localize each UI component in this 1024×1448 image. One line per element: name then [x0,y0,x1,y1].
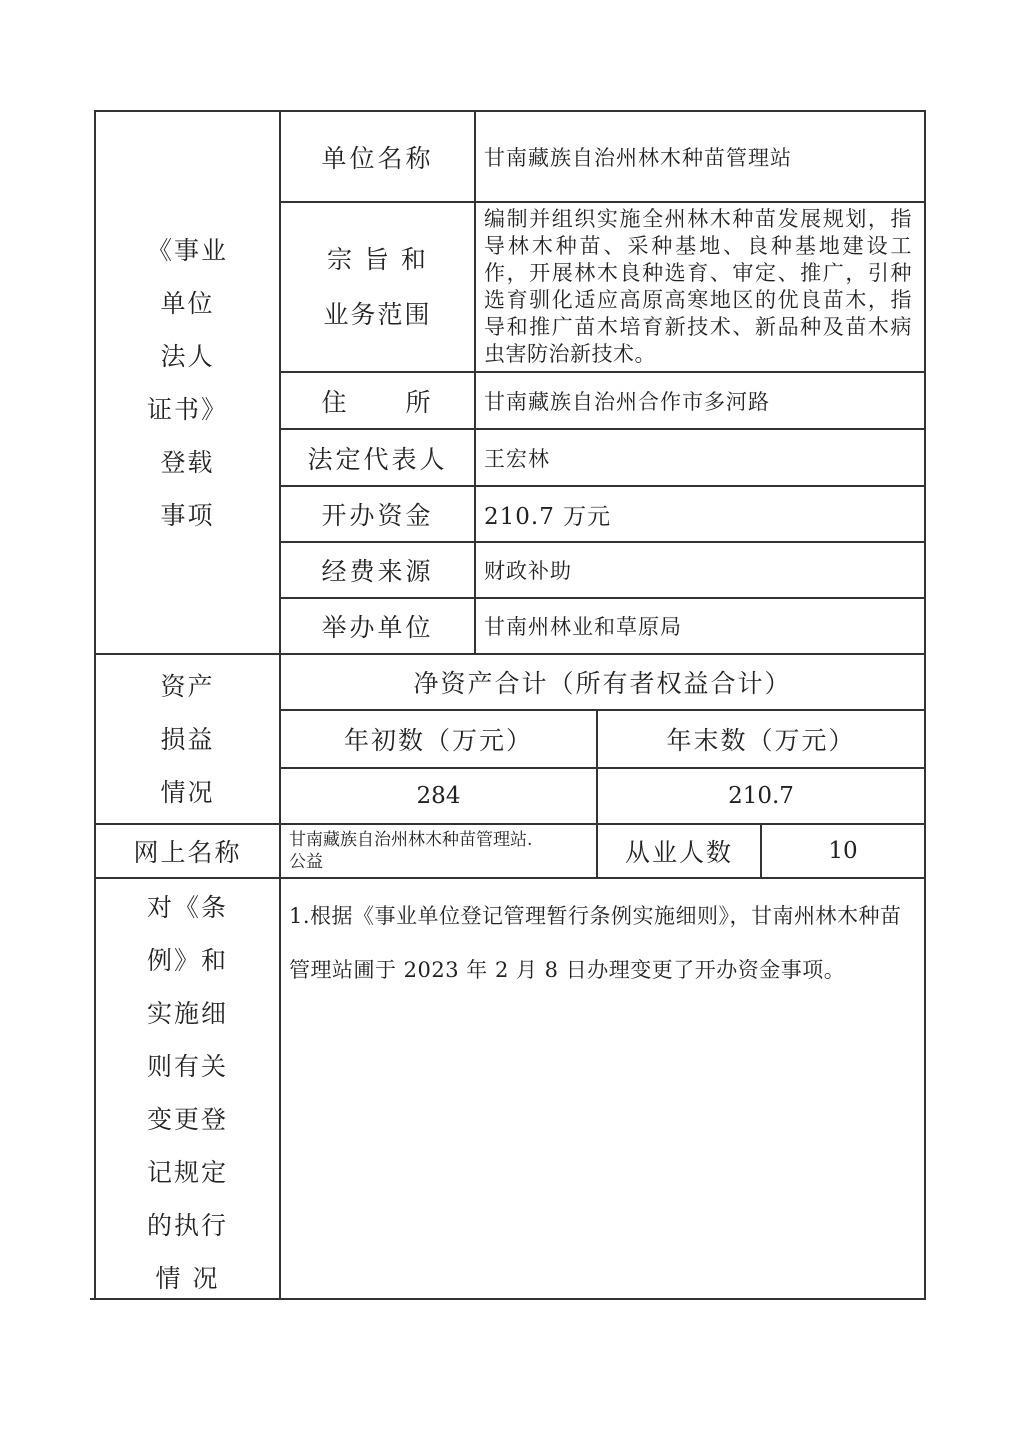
beginning-balance-value: 284 [416,783,461,809]
ending-balance-header: 年末数（万元） [666,726,856,755]
certificate-section-label: 《事业 单位 法人 证书》 登载 事项 [146,235,228,530]
start-capital-label: 开办资金 [321,501,434,530]
staff-count-label: 从业人数 [624,838,733,867]
unit-name-value: 甘南藏族自治州林木种苗管理站 [484,145,792,170]
legal-representative-label: 法定代表人 [307,444,448,474]
address-value: 甘南藏族自治州合作市多河路 [484,389,770,414]
sponsor-unit-label: 举办单位 [321,613,434,642]
funding-source-value: 财政补助 [484,559,572,583]
beginning-balance-header: 年初数（万元） [343,726,533,755]
address-label: 住 所 [321,387,434,417]
purpose-scope-value: 编制并组织实施全州林木种苗发展规划，指导林木种苗、采种基地、良种基地建设工作，开展林木良种选育、审定、推广，引种选育驯化适应高原高寒地区的优良苗木，指导和推广苗木培育新技术、新品种及苗木病虫害防治新技术。 [484,207,912,366]
sponsor-unit-value: 甘南州林业和草原局 [484,615,682,639]
staff-count-value: 10 [828,838,858,864]
execution-section-text: 1.根据《事业单位登记管理暂行条例实施细则》，甘南州林木种苗管理站圃于 2023 年 2 月 8 日办理变更了开办资金事项。 [289,904,902,982]
unit-name-label: 单位名称 [321,143,434,173]
net-assets-header: 净资产合计（所有者权益合计） [413,669,792,698]
online-name-value: 甘南藏族自治州林木种苗管理站. 公益 [289,830,533,872]
start-capital-value: 210.7 万元 [484,503,612,530]
ending-balance-value: 210.7 [728,783,794,809]
assets-section-label: 资产 损益 情况 [160,671,215,807]
funding-source-label: 经费来源 [321,557,434,586]
purpose-scope-label: 宗 旨 和 业务范围 [323,245,432,329]
legal-representative-value: 王宏林 [484,446,550,471]
execution-section-label: 对《条 例》和 实施细 则有关 变更登 记规定 的执行 情 况 [146,893,228,1293]
table-border-right [924,110,926,1300]
online-name-label: 网上名称 [133,838,242,867]
